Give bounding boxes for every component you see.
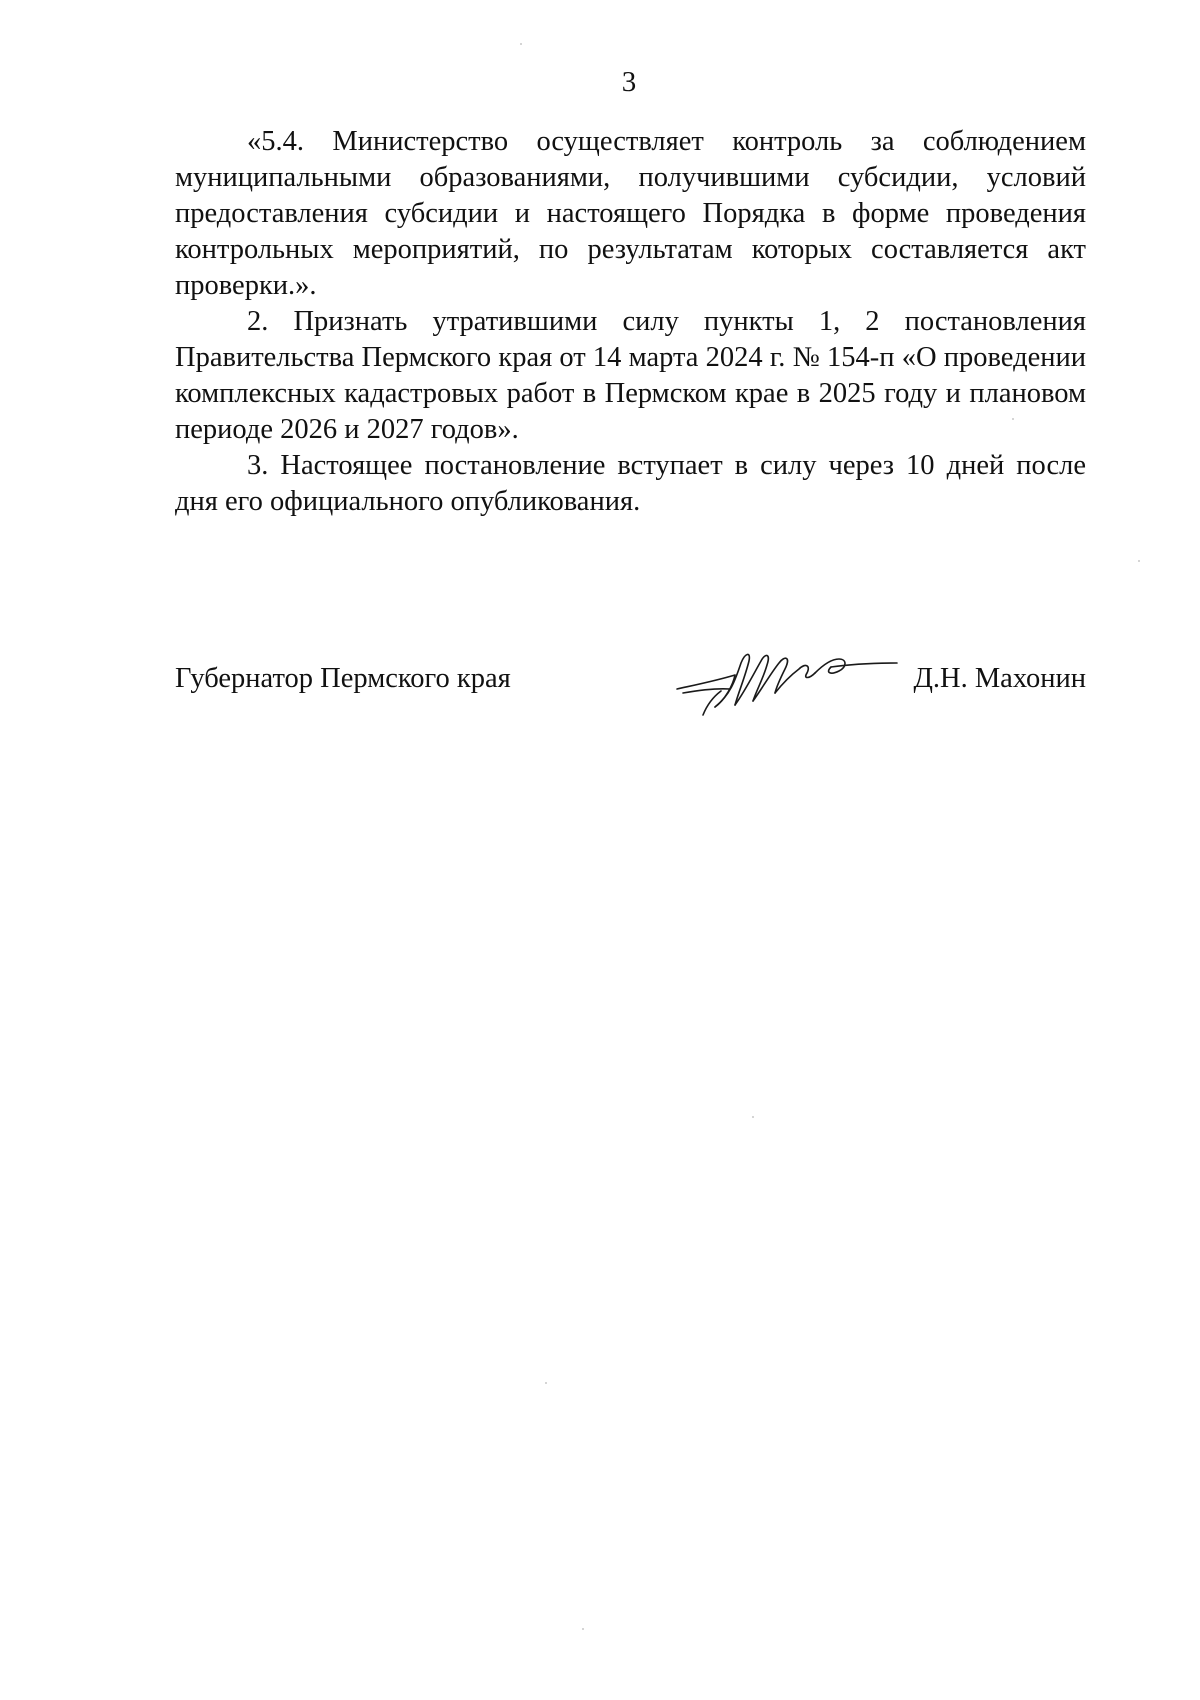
paragraph-2: 2. Признать утратившими силу пункты 1, 2 постановления Правительства Пермского края от 14 марта 2024 г. № 154-п «О проведении комплексных кадастровых работ в Пермском крае в 2025 году и плановом периоде 2026 и 2027 годов». bbox=[175, 306, 1086, 445]
scan-speck bbox=[520, 43, 522, 45]
signer-name: Д.Н. Махонин bbox=[913, 663, 1086, 694]
signer-position: Губернатор Пермского края bbox=[175, 663, 511, 694]
scan-speck bbox=[545, 1382, 547, 1384]
page-number: 3 bbox=[621, 66, 637, 98]
document-body bbox=[175, 124, 1086, 520]
paragraph-5-4: «5.4. Министерство осуществляет контроль за соблюдением муниципальными образованиями, получившими субсидии, условий предоставления субсидии и настоящего Порядка в форме проведения контрольных мероприятий, по результатам которых составляется акт проверки.». bbox=[175, 126, 1086, 301]
scan-speck bbox=[582, 1628, 584, 1630]
scan-speck bbox=[752, 1116, 754, 1118]
handwritten-signature-icon bbox=[675, 645, 900, 720]
scan-speck bbox=[1012, 418, 1014, 420]
signature-block bbox=[175, 645, 1086, 725]
scan-speck bbox=[1138, 560, 1140, 562]
paragraph-3: 3. Настоящее постановление вступает в силу через 10 дней после дня его официального опубликования. bbox=[175, 450, 1086, 517]
